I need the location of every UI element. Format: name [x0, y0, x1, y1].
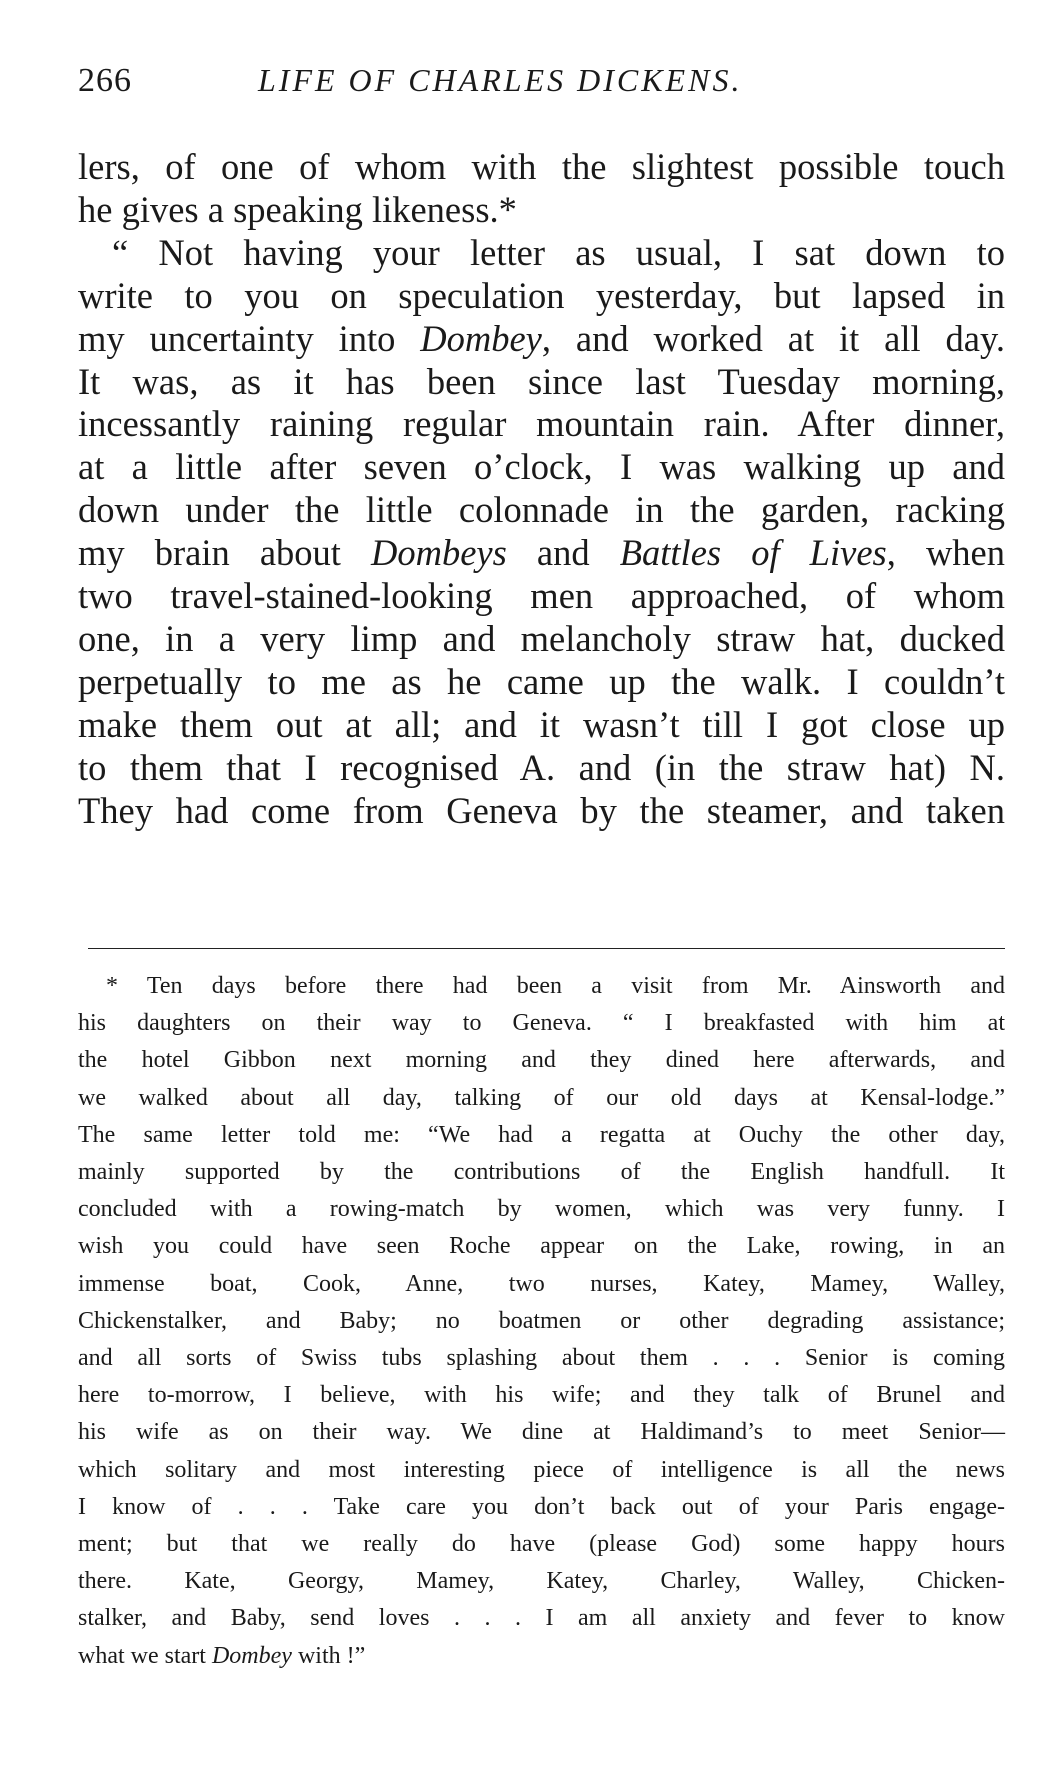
italic-title: Dombeys — [371, 532, 507, 574]
text-segment: and — [506, 532, 620, 574]
italic-title: Dombey — [420, 317, 542, 359]
footnote-line: mainly supported by the contributions of the English handfull. It — [78, 1159, 1005, 1186]
text-line — [78, 532, 1005, 575]
text-line: It was, as it has been since last Tuesday morning, — [78, 360, 1005, 402]
text-line: make them out at all; and it wasn’t till I got close up — [78, 703, 1005, 745]
text-line: he gives a speaking likeness.* — [78, 188, 517, 230]
italic-title: Dombey — [211, 1642, 292, 1669]
footnote-line: we walked about all day, talking of our old days at Kensal-lodge.” — [78, 1084, 1005, 1111]
running-head: LIFE OF CHARLES DICKENS. — [258, 62, 743, 98]
footnote-line: and all sorts of Swiss tubs splashing about them . . . Senior is coming — [78, 1345, 1005, 1372]
text-segment: my uncertainty into — [78, 317, 421, 359]
footnote-line: I know of . . . Take care you don’t back out of your Paris engage- — [78, 1493, 1005, 1520]
footnote-line — [78, 1638, 1005, 1675]
text-line — [78, 318, 1005, 361]
page-number: 266 — [78, 62, 132, 99]
footnote-line: wish you could have seen Roche appear on the Lake, rowing, in an — [78, 1233, 1005, 1260]
text-segment: what we start — [78, 1642, 212, 1669]
footnote-line: concluded with a rowing-match by women, which was very funny. I — [78, 1196, 1005, 1223]
footnote-line: there. Kate, Georgy, Mamey, Katey, Charley, Walley, Chicken- — [78, 1568, 1005, 1595]
footnote-line: the hotel Gibbon next morning and they dined here afterwards, and — [78, 1047, 1005, 1074]
text-line: They had come from Geneva by the steamer, and taken — [78, 789, 1005, 831]
text-line: to them that I recognised A. and (in the straw hat) N. — [78, 746, 1005, 788]
text-segment: my brain about — [78, 532, 372, 574]
text-segment: , and worked at it all day. — [541, 317, 1005, 359]
text-line: write to you on speculation yesterday, but lapsed in — [78, 274, 1005, 316]
page-header — [78, 62, 978, 112]
footnote-line: stalker, and Baby, send loves . . . I am all anxiety and fever to know — [78, 1605, 1005, 1632]
text-line: incessantly raining regular mountain rain. After dinner, — [78, 403, 1005, 445]
text-line: down under the little colonnade in the garden, racking — [78, 489, 1005, 531]
text-line: at a little after seven o’clock, I was walking up and — [78, 446, 1005, 488]
footnote-line: his wife as on their way. We dine at Haldimand’s to meet Senior— — [78, 1419, 1005, 1446]
footnote-line: * Ten days before there had been a visit from Mr. Ainsworth and — [106, 973, 1005, 999]
main-text — [78, 146, 1005, 833]
text-line: one, in a very limp and melancholy straw hat, ducked — [78, 617, 1005, 659]
text-line: perpetually to me as he came up the walk. I couldn’t — [78, 660, 1005, 702]
footnote-line: The same letter told me: “We had a regatta at Ouchy the other day, — [78, 1121, 1005, 1148]
footnote-line: here to-morrow, I believe, with his wife; and they talk of Brunel and — [78, 1382, 1005, 1409]
footnote — [78, 968, 1005, 1675]
footnote-line: his daughters on their way to Geneva. “ I breakfasted with him at — [78, 1010, 1005, 1037]
footnote-line: which solitary and most interesting piece of intelligence is all the news — [78, 1456, 1005, 1483]
text-line: lers, of one of whom with the slightest possible touch — [78, 146, 1005, 187]
footnote-line: immense boat, Cook, Anne, two nurses, Katey, Mamey, Walley, — [78, 1270, 1005, 1297]
text-line: “ Not having your letter as usual, I sat down to — [112, 231, 1005, 273]
footnote-divider — [88, 948, 1005, 949]
footnote-line: Chickenstalker, and Baby; no boatmen or other degrading assistance; — [78, 1307, 1005, 1334]
text-segment: with !” — [291, 1642, 366, 1669]
italic-title: Battles of Lives — [619, 532, 887, 574]
text-line: two travel-stained-looking men approached, of whom — [78, 575, 1005, 617]
text-segment: , when — [886, 532, 1006, 574]
footnote-line: ment; but that we really do have (please God) some happy hours — [78, 1531, 1005, 1558]
